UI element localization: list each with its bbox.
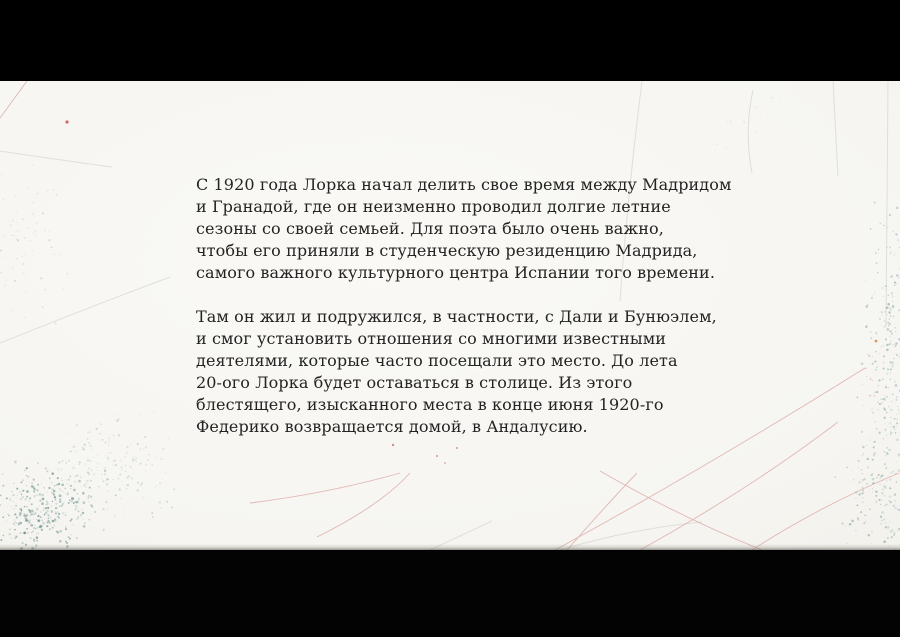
text-line: С 1920 года Лорка начал делить свое время между Мадридом [196, 175, 732, 194]
text-line: Там он жил и подружился, в частности, с Дали и Бунюэлем, [196, 307, 717, 326]
letterbox-bottom-bar [0, 550, 900, 637]
paragraph-2 [196, 306, 716, 438]
text-line: блестящего, изысканного места в конце июня 1920-го [196, 395, 664, 414]
text-line: Федерико возвращается домой, в Андалусию. [196, 417, 588, 436]
text-line: и смог установить отношения со многими известными [196, 329, 667, 348]
text-line: 20-ого Лорка будет оставаться в столице. Из этого [196, 373, 633, 392]
text-line: деятелями, которые часто посещали это место. До лета [196, 351, 678, 370]
text-line: сезоны со своей семьей. Для поэта было очень важно, [196, 219, 664, 238]
text-line: и Гранадой, где он неизменно проводил долгие летние [196, 197, 671, 216]
text-line: чтобы его приняли в студенческую резиденцию Мадрида, [196, 241, 698, 260]
slide-text-block [196, 174, 732, 438]
slide-canvas [0, 81, 900, 550]
text-line: самого важного культурного центра Испании того времени. [196, 263, 716, 282]
paragraph-1 [196, 174, 732, 284]
letterbox-top-bar [0, 0, 900, 81]
